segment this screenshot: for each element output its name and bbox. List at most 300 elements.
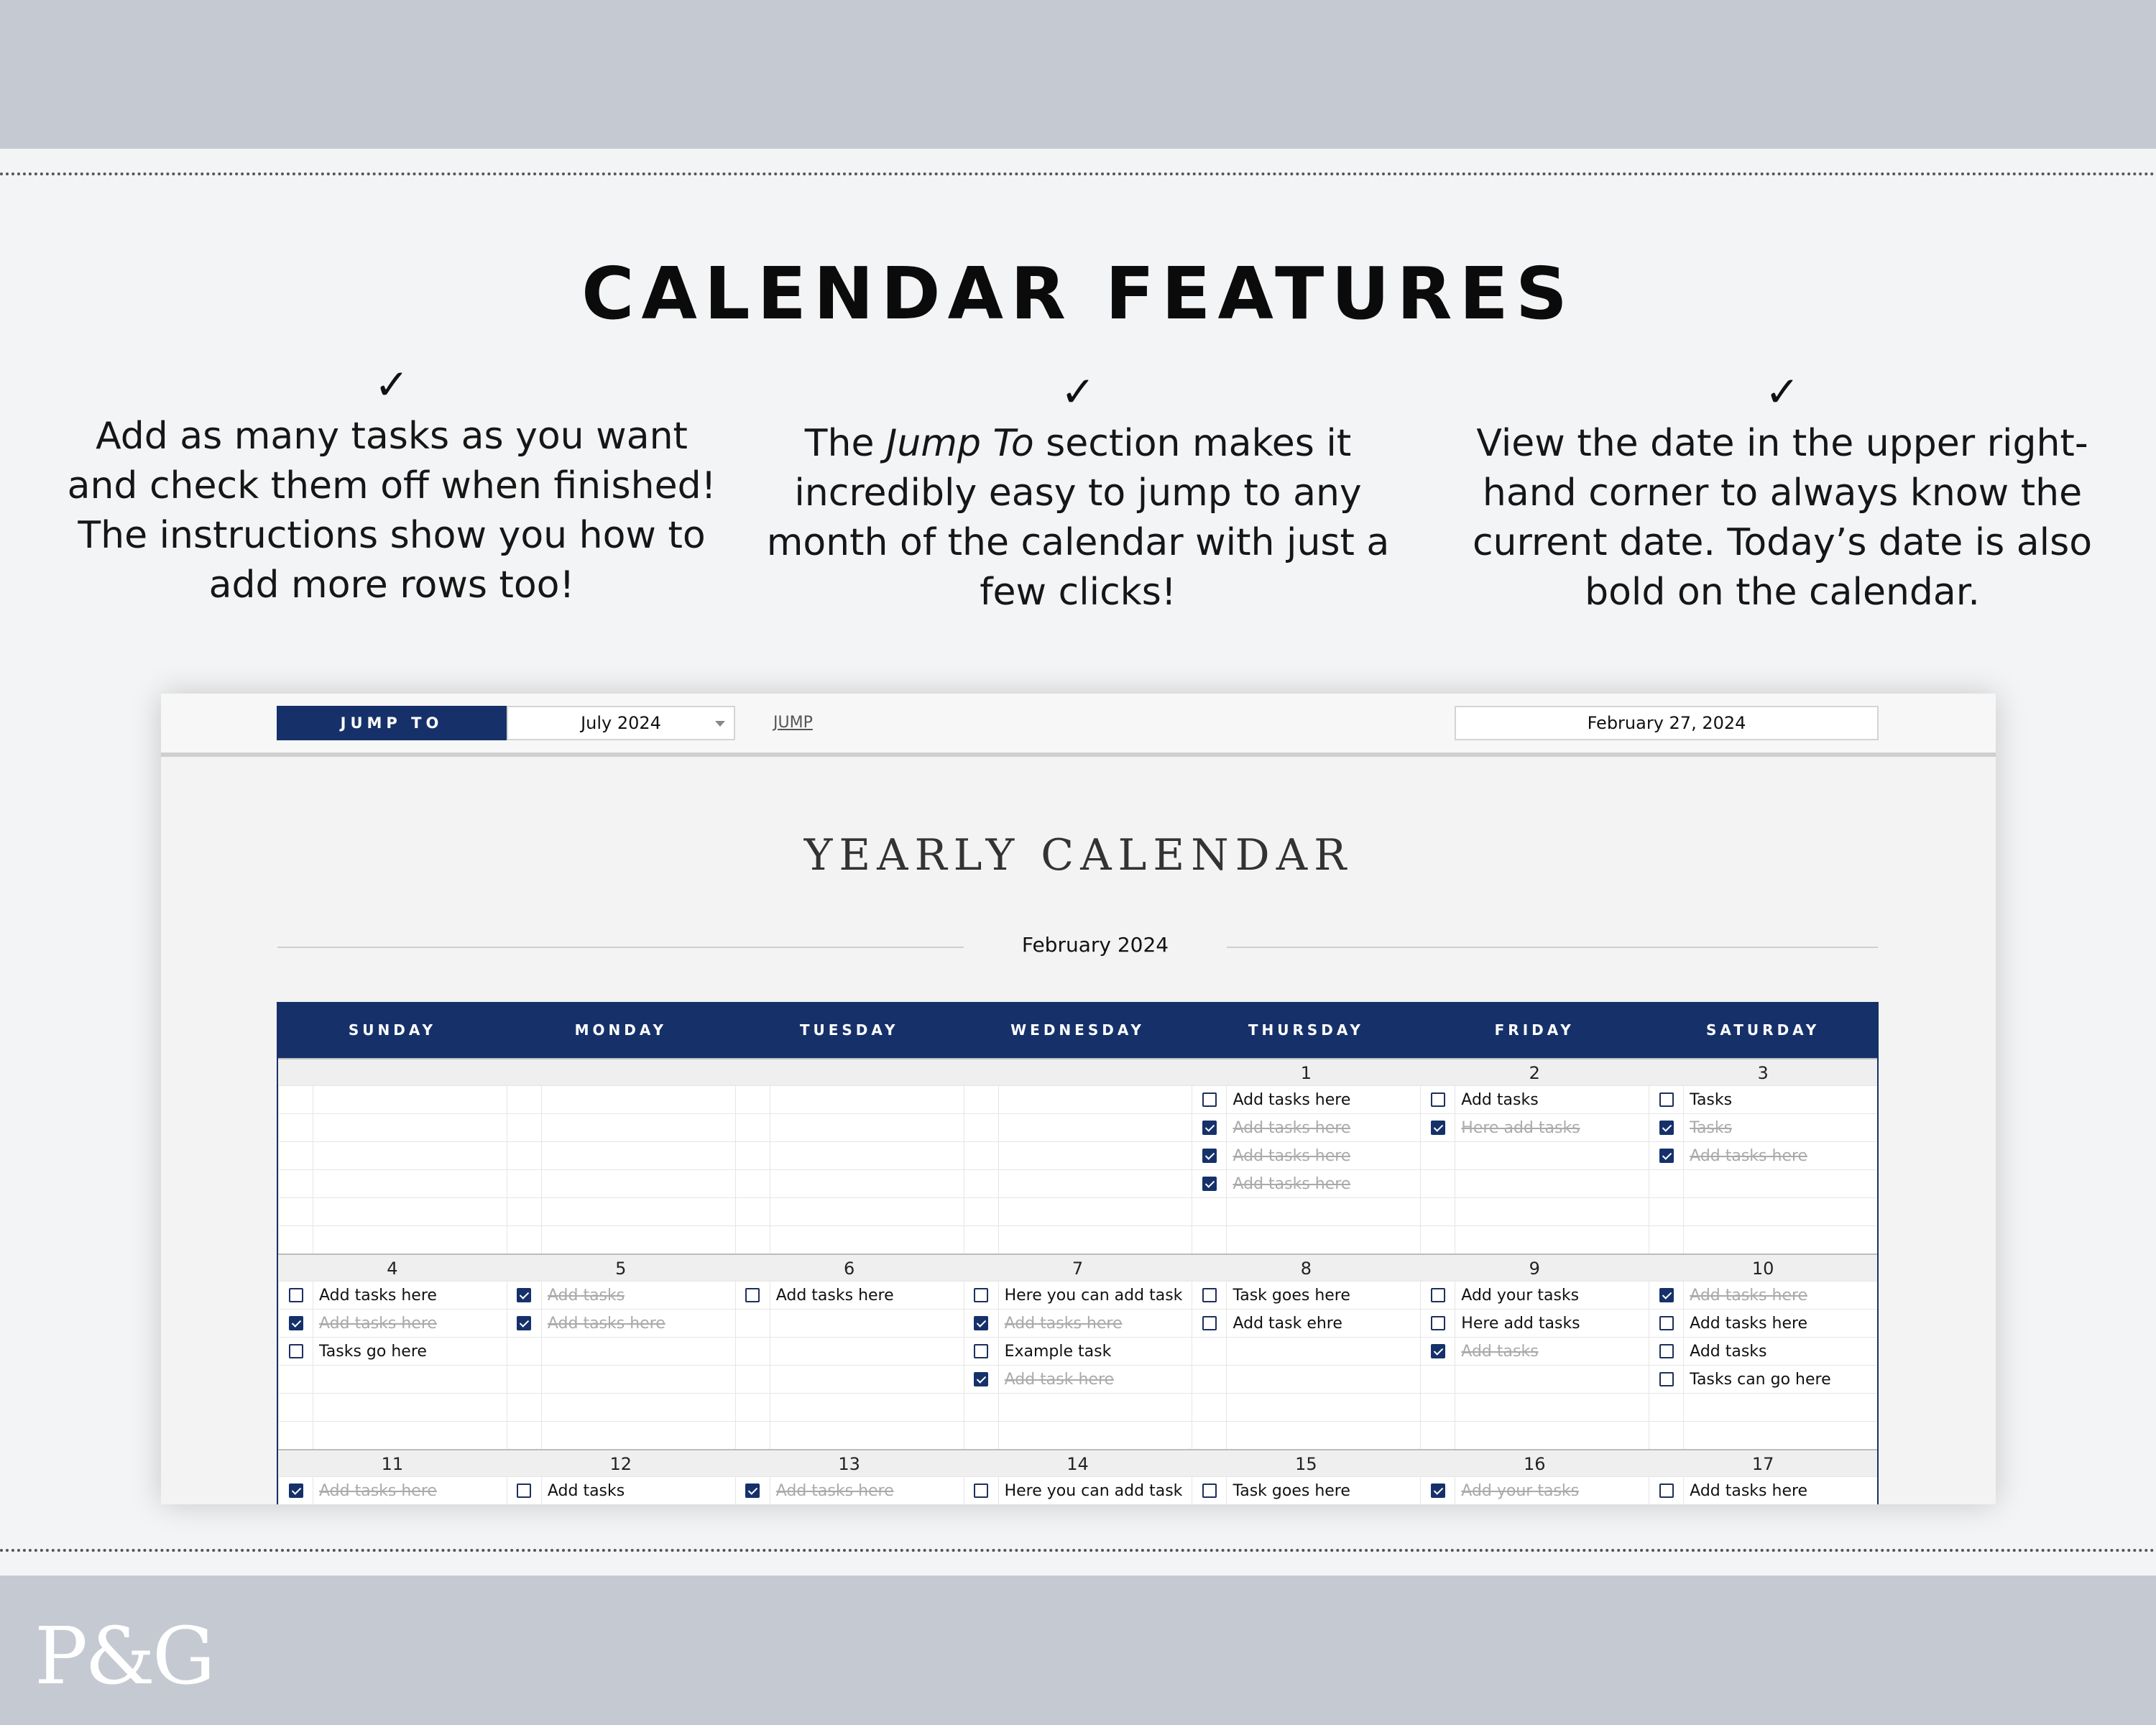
checked-checkbox[interactable] (1659, 1288, 1674, 1302)
task-cell (1192, 1338, 1420, 1365)
checked-checkbox[interactable] (517, 1288, 531, 1302)
checkbox-cell (507, 1170, 542, 1197)
checkbox-cell (1420, 1366, 1455, 1393)
task-text[interactable]: Here add tasks (1461, 1314, 1580, 1333)
checkbox-cell (735, 1394, 770, 1421)
checkbox-cell (735, 1114, 770, 1141)
day-number: 6 (844, 1259, 855, 1279)
checkbox-cell (1649, 1477, 1684, 1504)
day-number (735, 1059, 964, 1085)
task-cell (278, 1086, 507, 1113)
day-number: 4 (387, 1259, 398, 1279)
task-cell (1649, 1170, 1877, 1197)
task-text[interactable]: Add task ehre (1233, 1314, 1342, 1333)
task-cell (507, 1086, 735, 1113)
task-cell (1420, 1142, 1649, 1169)
task-cell (964, 1338, 1192, 1365)
checked-checkbox[interactable] (1659, 1149, 1674, 1163)
page-title: CALENDAR FEATURES (581, 252, 1575, 336)
task-cell (735, 1170, 964, 1197)
task-text[interactable]: Task goes here (1233, 1286, 1350, 1305)
unchecked-checkbox[interactable] (1202, 1092, 1217, 1107)
checked-checkbox[interactable] (974, 1372, 988, 1386)
checkbox-cell (507, 1477, 542, 1504)
weekday-wednesday: WEDNESDAY (1010, 1021, 1145, 1039)
task-cell (507, 1282, 735, 1309)
task-cell (964, 1366, 1192, 1393)
task-row (278, 1197, 1877, 1225)
weekday-header (278, 1002, 1877, 1058)
task-text[interactable]: Add tasks here (1004, 1314, 1123, 1333)
task-cell (964, 1086, 1192, 1113)
unchecked-checkbox[interactable] (1202, 1316, 1217, 1330)
feature-add-tasks (61, 360, 722, 610)
month-label: February 2024 (1021, 933, 1169, 957)
task-cell (1420, 1086, 1649, 1113)
day-number: 7 (1072, 1259, 1084, 1279)
task-cell (735, 1142, 964, 1169)
checked-checkbox[interactable] (1202, 1177, 1217, 1191)
task-row (278, 1337, 1877, 1365)
task-cell (1420, 1477, 1649, 1504)
task-text[interactable]: Add tasks here (319, 1286, 437, 1305)
task-cell (735, 1338, 964, 1365)
checked-checkbox[interactable] (1202, 1121, 1217, 1135)
unchecked-checkbox[interactable] (1431, 1288, 1445, 1302)
chevron-down-icon (715, 721, 725, 727)
checkbox-cell (735, 1310, 770, 1337)
task-cell (1192, 1366, 1420, 1393)
checkbox-cell (1192, 1282, 1227, 1309)
day-number: 13 (838, 1454, 860, 1474)
task-cell (507, 1366, 735, 1393)
task-cell (735, 1310, 964, 1337)
task-cell (1649, 1394, 1877, 1421)
task-text[interactable]: Add tasks here (1233, 1118, 1351, 1137)
checkbox-cell (278, 1226, 313, 1254)
unchecked-checkbox[interactable] (1659, 1092, 1674, 1107)
unchecked-checkbox[interactable] (1659, 1372, 1674, 1386)
task-text[interactable]: Tasks can go here (1690, 1370, 1831, 1389)
task-cell (1649, 1422, 1877, 1449)
checkbox-cell (278, 1422, 313, 1449)
day-number: 15 (1295, 1454, 1317, 1474)
checkbox-cell (1649, 1114, 1684, 1141)
checkbox-cell (735, 1170, 770, 1197)
task-text[interactable]: Here you can add task (1004, 1286, 1183, 1305)
checkbox-cell (735, 1282, 770, 1309)
checkmark-icon: ✓ (1764, 367, 1800, 416)
checkbox-cell (964, 1477, 999, 1504)
task-cell (964, 1142, 1192, 1169)
checkbox-cell (1192, 1338, 1227, 1365)
task-text[interactable]: Add tasks here (1690, 1481, 1808, 1500)
task-cell (278, 1338, 507, 1365)
task-cell (1192, 1310, 1420, 1337)
task-cell (507, 1394, 735, 1421)
weekday-sunday: SUNDAY (348, 1021, 436, 1039)
task-cell (964, 1394, 1192, 1421)
checkbox-cell (1192, 1226, 1227, 1254)
task-cell (1192, 1198, 1420, 1225)
checkbox-cell (964, 1338, 999, 1365)
task-row (278, 1365, 1877, 1393)
task-text[interactable]: Tasks (1690, 1090, 1733, 1109)
checkbox-cell (1649, 1338, 1684, 1365)
task-text[interactable]: Tasks (1690, 1118, 1733, 1137)
task-cell (1420, 1170, 1649, 1197)
task-text[interactable]: Add task here (1004, 1370, 1115, 1389)
checkbox-cell (1649, 1226, 1684, 1254)
task-text[interactable]: Add tasks (1461, 1090, 1539, 1109)
day-number: 12 (609, 1454, 632, 1474)
checkbox-cell (1420, 1338, 1455, 1365)
top-band (0, 0, 2156, 149)
checkbox-cell (964, 1226, 999, 1254)
feature-text: Add as many tasks as you want and check them off when finished! The instructions show you how to add more rows too! (67, 415, 717, 607)
task-cell (507, 1114, 735, 1141)
unchecked-checkbox[interactable] (1431, 1092, 1445, 1107)
checkbox-cell (1420, 1422, 1455, 1449)
unchecked-checkbox[interactable] (974, 1288, 988, 1302)
task-cell (964, 1310, 1192, 1337)
checkbox-cell (735, 1142, 770, 1169)
task-row (278, 1309, 1877, 1337)
checkbox-cell (964, 1366, 999, 1393)
checkmark-icon: ✓ (374, 360, 410, 409)
current-date: February 27, 2024 (1455, 706, 1879, 740)
checkbox-cell (964, 1282, 999, 1309)
task-cell (1420, 1422, 1649, 1449)
task-cell (507, 1198, 735, 1225)
checkbox-cell (964, 1114, 999, 1141)
task-cell (278, 1394, 507, 1421)
task-cell (1649, 1198, 1877, 1225)
checkmark-icon: ✓ (1060, 367, 1096, 416)
checkbox-cell (964, 1198, 999, 1225)
checkbox-cell (1192, 1170, 1227, 1197)
task-cell (735, 1282, 964, 1309)
divider (1227, 947, 1878, 948)
task-cell (1192, 1170, 1420, 1197)
feature-text-post: section makes it incredibly easy to jump to any month of the calendar with just a few clicks! (766, 422, 1390, 614)
task-cell (964, 1282, 1192, 1309)
unchecked-checkbox[interactable] (974, 1484, 988, 1498)
task-cell (278, 1422, 507, 1449)
task-text[interactable]: Add your tasks (1461, 1481, 1580, 1500)
task-cell (735, 1422, 964, 1449)
task-cell (964, 1170, 1192, 1197)
checked-checkbox[interactable] (1202, 1149, 1217, 1163)
jump-link[interactable]: JUMP (773, 714, 813, 732)
task-cell (1420, 1394, 1649, 1421)
checkbox-cell (964, 1422, 999, 1449)
task-row (278, 1393, 1877, 1421)
task-cell (278, 1226, 507, 1254)
calendar-screenshot (161, 694, 1996, 1504)
checkbox-cell (1420, 1142, 1455, 1169)
checkbox-cell (1420, 1394, 1455, 1421)
day-number: 2 (1529, 1063, 1540, 1083)
unchecked-checkbox[interactable] (974, 1344, 988, 1358)
checkbox-cell (1192, 1198, 1227, 1225)
day-number: 1 (1300, 1063, 1312, 1083)
feature-text-emphasis: Jump To (886, 422, 1034, 465)
day-number: 14 (1067, 1454, 1089, 1474)
bottom-band (0, 1576, 2156, 1725)
day-number: 8 (1300, 1259, 1312, 1279)
task-cell (735, 1394, 964, 1421)
task-cell (1420, 1310, 1649, 1337)
day-number: 16 (1523, 1454, 1546, 1474)
task-cell (507, 1477, 735, 1504)
task-text[interactable]: Example task (1004, 1342, 1112, 1361)
task-text[interactable]: Tasks go here (319, 1342, 427, 1361)
task-text[interactable]: Add tasks (1461, 1342, 1539, 1361)
task-cell (735, 1366, 964, 1393)
task-cell (1649, 1226, 1877, 1254)
task-cell (1192, 1394, 1420, 1421)
checked-checkbox[interactable] (1431, 1344, 1445, 1358)
task-cell (1420, 1198, 1649, 1225)
checkbox-cell (735, 1422, 770, 1449)
task-row (278, 1169, 1877, 1197)
task-cell (507, 1142, 735, 1169)
unchecked-checkbox[interactable] (289, 1288, 303, 1302)
weekday-thursday: THURSDAY (1248, 1021, 1364, 1039)
task-cell (507, 1422, 735, 1449)
task-row (278, 1085, 1877, 1113)
month-dropdown-value: July 2024 (581, 713, 661, 733)
task-cell (1192, 1142, 1420, 1169)
task-text[interactable]: Add tasks here (319, 1481, 437, 1500)
checkbox-cell (1420, 1226, 1455, 1254)
weekday-saturday: SATURDAY (1705, 1021, 1820, 1039)
task-cell (735, 1226, 964, 1254)
task-cell (964, 1477, 1192, 1504)
unchecked-checkbox[interactable] (1659, 1484, 1674, 1498)
checkbox-cell (1649, 1142, 1684, 1169)
day-number (964, 1059, 1192, 1085)
day-number: 17 (1751, 1454, 1774, 1474)
day-number-row (278, 1449, 1877, 1476)
task-text[interactable]: Add tasks here (1690, 1286, 1808, 1305)
task-text[interactable]: Here add tasks (1461, 1118, 1580, 1137)
task-text[interactable]: Add tasks here (1690, 1146, 1808, 1165)
task-text[interactable]: Add tasks here (1233, 1174, 1351, 1193)
task-cell (1649, 1366, 1877, 1393)
task-cell (1192, 1477, 1420, 1504)
checkbox-cell (735, 1226, 770, 1254)
weekday-friday: FRIDAY (1494, 1021, 1575, 1039)
day-number: 11 (381, 1454, 404, 1474)
checkbox-cell (278, 1170, 313, 1197)
unchecked-checkbox[interactable] (1431, 1316, 1445, 1330)
unchecked-checkbox[interactable] (1202, 1484, 1217, 1498)
task-cell (1192, 1422, 1420, 1449)
day-number (278, 1059, 507, 1085)
checkbox-cell (1420, 1198, 1455, 1225)
task-cell (735, 1086, 964, 1113)
task-text[interactable]: Add tasks here (1233, 1146, 1351, 1165)
task-row (278, 1476, 1877, 1504)
task-cell (507, 1338, 735, 1365)
month-dropdown[interactable] (507, 706, 735, 740)
checkbox-cell (1649, 1198, 1684, 1225)
task-cell (1649, 1114, 1877, 1141)
checkbox-cell (507, 1366, 542, 1393)
checkbox-cell (964, 1142, 999, 1169)
task-cell (278, 1170, 507, 1197)
checkbox-cell (1192, 1142, 1227, 1169)
task-cell (735, 1477, 964, 1504)
checked-checkbox[interactable] (289, 1316, 303, 1330)
task-cell (1649, 1142, 1877, 1169)
checkbox-cell (507, 1142, 542, 1169)
task-row (278, 1281, 1877, 1309)
checked-checkbox[interactable] (974, 1316, 988, 1330)
task-cell (735, 1198, 964, 1225)
day-number-row (278, 1058, 1877, 1085)
checkbox-cell (278, 1310, 313, 1337)
task-text[interactable]: Add your tasks (1461, 1286, 1580, 1305)
checkbox-cell (964, 1170, 999, 1197)
brand-logo: P&G (34, 1610, 213, 1702)
task-text[interactable]: Add tasks here (319, 1314, 437, 1333)
checked-checkbox[interactable] (1431, 1484, 1445, 1498)
checked-checkbox[interactable] (517, 1316, 531, 1330)
feature-jump-to (747, 367, 1409, 617)
task-cell (1420, 1282, 1649, 1309)
checkbox-cell (507, 1198, 542, 1225)
task-cell (507, 1310, 735, 1337)
checkbox-cell (735, 1086, 770, 1113)
checkbox-cell (964, 1310, 999, 1337)
checkbox-cell (1420, 1310, 1455, 1337)
weekday-monday: MONDAY (574, 1021, 667, 1039)
checkbox-cell (1192, 1310, 1227, 1337)
week-row (278, 1449, 1877, 1504)
task-cell (278, 1282, 507, 1309)
unchecked-checkbox[interactable] (289, 1344, 303, 1358)
checkbox-cell (1420, 1086, 1455, 1113)
task-cell (278, 1114, 507, 1141)
feature-text-pre: The (804, 422, 887, 465)
checkbox-cell (1649, 1394, 1684, 1421)
task-cell (1420, 1366, 1649, 1393)
checkbox-cell (1649, 1310, 1684, 1337)
checked-checkbox[interactable] (1431, 1121, 1445, 1135)
day-number-row (278, 1254, 1877, 1281)
dotted-divider-top (0, 172, 2156, 175)
task-text[interactable]: Here you can add task (1004, 1481, 1183, 1500)
checkbox-cell (507, 1086, 542, 1113)
task-text[interactable]: Add tasks (547, 1286, 625, 1305)
task-text[interactable]: Add tasks here (775, 1481, 894, 1500)
checkbox-cell (1420, 1114, 1455, 1141)
calendar-grid (277, 1002, 1879, 1504)
task-cell (735, 1114, 964, 1141)
checked-checkbox[interactable] (745, 1484, 760, 1498)
checkbox-cell (735, 1338, 770, 1365)
toolbar (161, 694, 1996, 757)
checkbox-cell (1649, 1366, 1684, 1393)
checkbox-cell (1192, 1366, 1227, 1393)
calendar-title: YEARLY CALENDAR (803, 830, 1353, 880)
task-cell (278, 1477, 507, 1504)
checkbox-cell (278, 1198, 313, 1225)
checkbox-cell (1192, 1394, 1227, 1421)
checkbox-cell (1192, 1422, 1227, 1449)
task-cell (278, 1198, 507, 1225)
checkbox-cell (1420, 1282, 1455, 1309)
task-cell (1649, 1282, 1877, 1309)
checkbox-cell (507, 1310, 542, 1337)
checkbox-cell (964, 1086, 999, 1113)
task-cell (964, 1114, 1192, 1141)
task-row (278, 1421, 1877, 1449)
task-text[interactable]: Add tasks (547, 1481, 625, 1500)
checked-checkbox[interactable] (1659, 1121, 1674, 1135)
task-cell (964, 1422, 1192, 1449)
task-text[interactable]: Add tasks here (1233, 1090, 1351, 1109)
checkbox-cell (278, 1338, 313, 1365)
checkbox-cell (278, 1142, 313, 1169)
checkbox-cell (1649, 1282, 1684, 1309)
unchecked-checkbox[interactable] (745, 1288, 760, 1302)
task-cell (1649, 1477, 1877, 1504)
task-cell (278, 1366, 507, 1393)
task-text[interactable]: Add tasks here (1690, 1314, 1808, 1333)
task-text[interactable]: Add tasks (1690, 1342, 1767, 1361)
checkbox-cell (1192, 1086, 1227, 1113)
day-number (507, 1059, 735, 1085)
task-text[interactable]: Add tasks here (547, 1314, 665, 1333)
task-text[interactable]: Task goes here (1233, 1481, 1350, 1500)
jump-to-label: JUMP TO (277, 706, 507, 740)
checkbox-cell (964, 1394, 999, 1421)
task-cell (964, 1198, 1192, 1225)
unchecked-checkbox[interactable] (1659, 1316, 1674, 1330)
task-cell (1192, 1226, 1420, 1254)
checkbox-cell (1649, 1086, 1684, 1113)
checked-checkbox[interactable] (289, 1484, 303, 1498)
task-cell (1649, 1338, 1877, 1365)
unchecked-checkbox[interactable] (517, 1484, 531, 1498)
unchecked-checkbox[interactable] (1659, 1344, 1674, 1358)
checkbox-cell (507, 1338, 542, 1365)
task-cell (507, 1226, 735, 1254)
checkbox-cell (507, 1114, 542, 1141)
checkbox-cell (278, 1366, 313, 1393)
day-number: 10 (1751, 1259, 1774, 1279)
feature-current-date (1452, 367, 2113, 617)
task-cell (1649, 1086, 1877, 1113)
task-cell (1192, 1114, 1420, 1141)
checkbox-cell (278, 1477, 313, 1504)
day-number: 9 (1529, 1259, 1540, 1279)
task-cell (1192, 1282, 1420, 1309)
checkbox-cell (278, 1114, 313, 1141)
task-text[interactable]: Add tasks here (775, 1286, 894, 1305)
weekday-tuesday: TUESDAY (799, 1021, 899, 1039)
task-row (278, 1141, 1877, 1169)
checkbox-cell (735, 1477, 770, 1504)
week-row (278, 1058, 1877, 1254)
unchecked-checkbox[interactable] (1202, 1288, 1217, 1302)
day-number: 5 (615, 1259, 627, 1279)
task-cell (1420, 1114, 1649, 1141)
